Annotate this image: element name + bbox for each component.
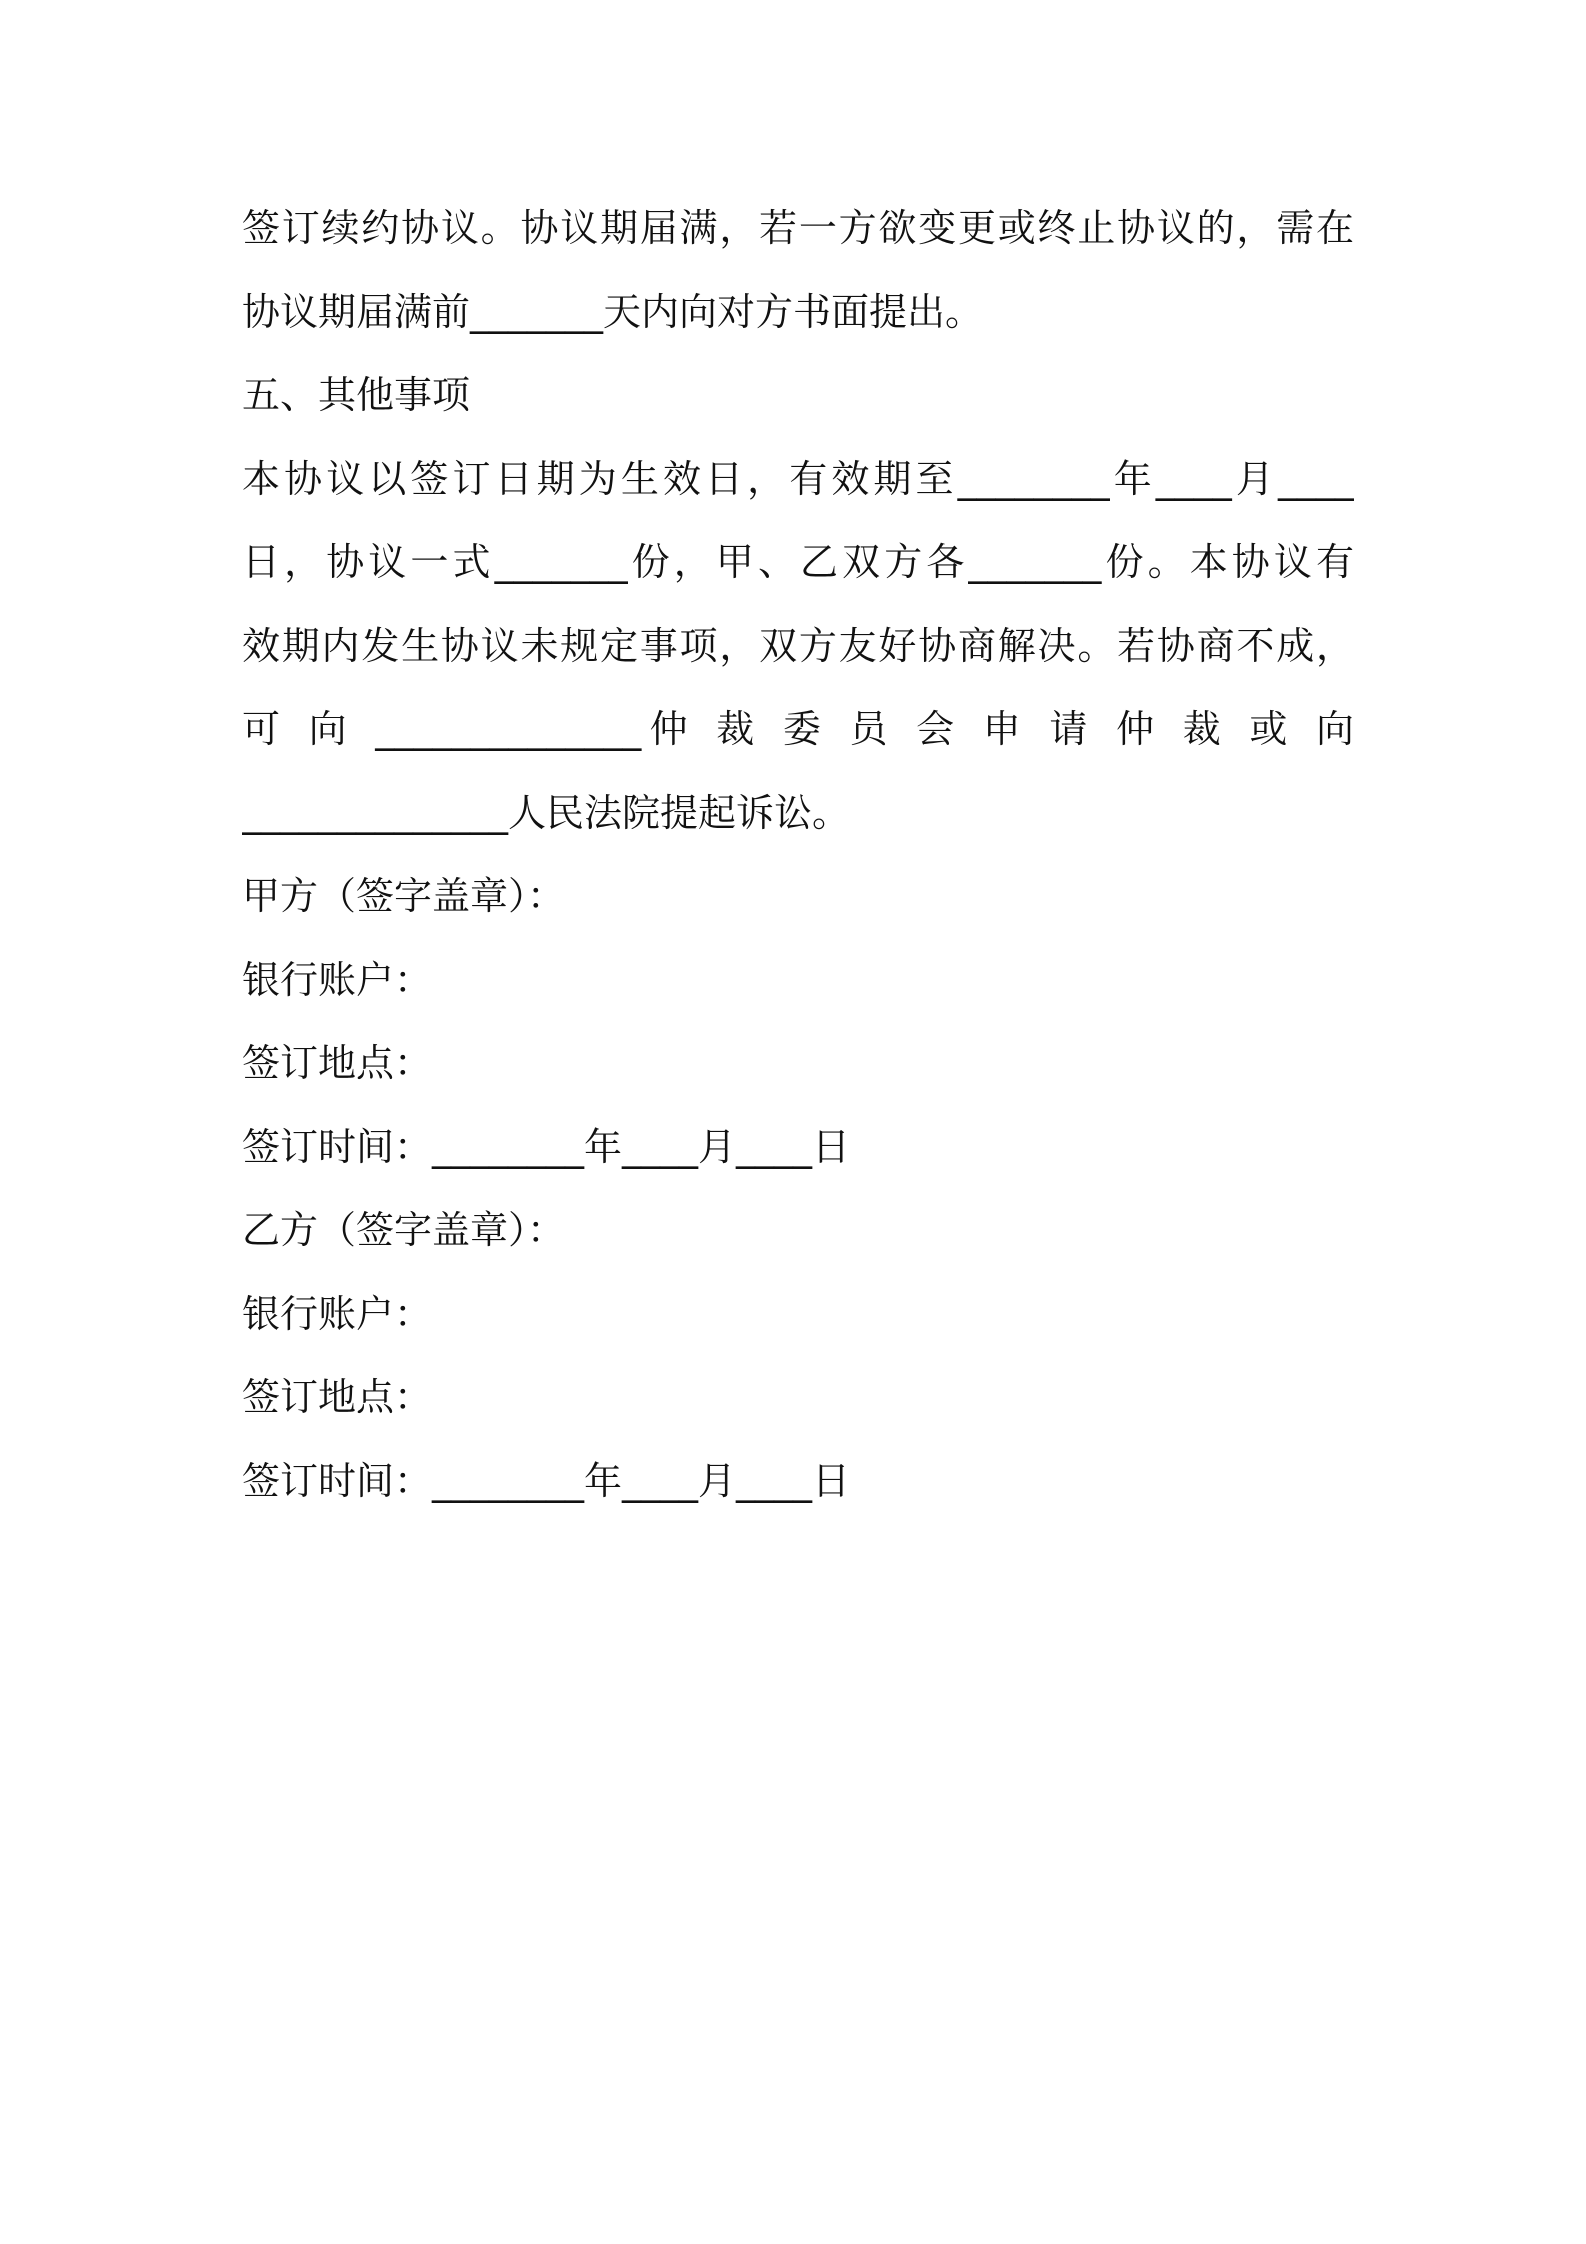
- party-a-signing-date-label: 签订时间：________年____月____日: [242, 1124, 851, 1169]
- party-a-signature-label: 甲方（签字盖章）：: [242, 874, 566, 918]
- document-body: [242, 196, 1354, 1532]
- party-b-signing-date-label: 签订时间：________年____月____日: [242, 1458, 851, 1503]
- party-a-bank-account-label: 银行账户：: [242, 957, 433, 1002]
- clause-renewal-line-1: 签订续约协议。协议期届满，若一方欲变更或终止协议的，需在: [242, 206, 1354, 250]
- party-b-bank-account-label: 银行账户：: [242, 1291, 433, 1336]
- clause-arbitration-line-1: 可 向 ______________仲 裁 委 员 会 申 请 仲 裁 或 向: [242, 707, 1354, 751]
- clause-renewal-line-2: 协议期届满前_______天内向对方书面提出。: [242, 289, 984, 334]
- party-b-signature-label: 乙方（签字盖章）：: [242, 1208, 566, 1252]
- clause-validity-line-2: 日，协议一式_______份，甲、乙双方各_______份。本协议有: [242, 540, 1354, 584]
- clause-validity-line-3: 效期内发生协议未规定事项，双方友好协商解决。若协商不成，: [242, 623, 1354, 668]
- party-a-signing-place-label: 签订地点：: [242, 1041, 433, 1085]
- section-heading-other-matters: 五、其他事项: [242, 373, 471, 417]
- clause-arbitration-line-2: ______________人民法院提起诉讼。: [242, 790, 851, 835]
- party-b-signing-place-label: 签订地点：: [242, 1375, 433, 1419]
- clause-validity-line-1: 本协议以签订日期为生效日，有效期至________年____月____: [242, 456, 1354, 501]
